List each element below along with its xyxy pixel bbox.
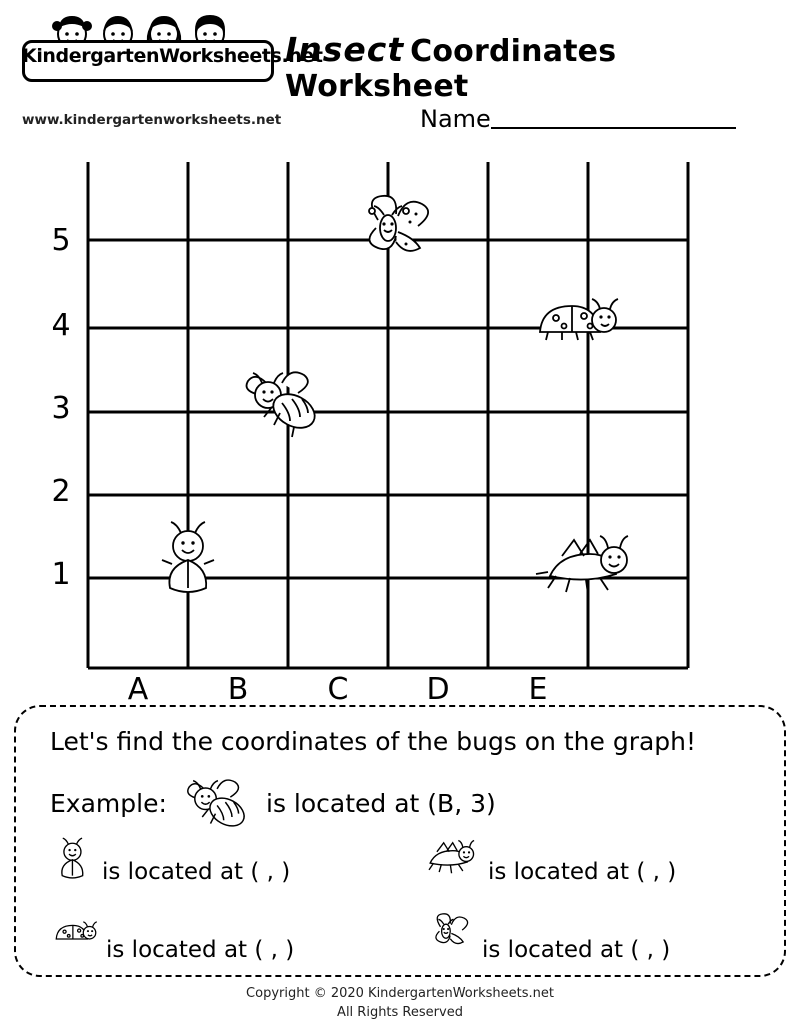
y-axis-label-2: 2 <box>51 474 71 509</box>
questions-panel <box>14 705 786 977</box>
y-axis-label-5: 5 <box>51 223 71 258</box>
bee-icon <box>180 774 260 836</box>
x-axis-label-e: E <box>528 672 548 707</box>
name-input-blank[interactable] <box>491 105 736 129</box>
logo-url: www.kindergartenworksheets.net <box>22 112 282 128</box>
question-text-4: is located at ( , ) <box>482 937 671 963</box>
name-field-row <box>420 105 736 133</box>
x-axis-label-c: C <box>327 672 349 707</box>
instruction-text: Let's find the coordinates of the bugs on the graph! <box>50 727 697 756</box>
example-label: Example: <box>50 789 167 818</box>
question-text-1: is located at ( , ) <box>102 859 291 885</box>
ladybug-icon <box>528 290 628 355</box>
page-header <box>0 0 800 150</box>
coordinate-grid <box>0 150 800 705</box>
firefly-icon <box>150 520 228 608</box>
butterfly-icon <box>420 911 474 953</box>
copyright-text: Copyright © 2020 KindergartenWorksheets.net <box>246 986 554 1001</box>
butterfly-icon <box>340 192 440 267</box>
page-footer <box>0 985 800 1023</box>
x-axis-label-b: B <box>227 672 249 707</box>
y-axis-label-4: 4 <box>51 308 71 343</box>
page-title-rest: Coordinates Worksheet <box>285 34 617 104</box>
grasshopper-icon <box>420 837 482 879</box>
ladybug-icon <box>50 917 102 951</box>
logo-text: KindergartenWorksheets.net <box>22 45 323 67</box>
bee-icon <box>238 365 333 450</box>
x-axis-label-a: A <box>127 672 149 707</box>
page-title-first-word: Insect <box>285 30 405 69</box>
site-logo <box>22 12 323 128</box>
question-text-2: is located at ( , ) <box>488 859 677 885</box>
y-axis-label-1: 1 <box>51 557 71 592</box>
example-text: is located at (B, 3) <box>266 789 496 818</box>
y-axis-label-3: 3 <box>51 391 71 426</box>
question-text-3: is located at ( , ) <box>106 937 295 963</box>
rights-text: All Rights Reserved <box>337 1004 463 1020</box>
x-axis-label-d: D <box>426 672 450 707</box>
page-title <box>285 30 785 104</box>
logo-badge <box>22 12 323 84</box>
name-label: Name <box>420 105 491 133</box>
grasshopper-icon <box>532 532 642 602</box>
firefly-icon <box>50 837 96 887</box>
